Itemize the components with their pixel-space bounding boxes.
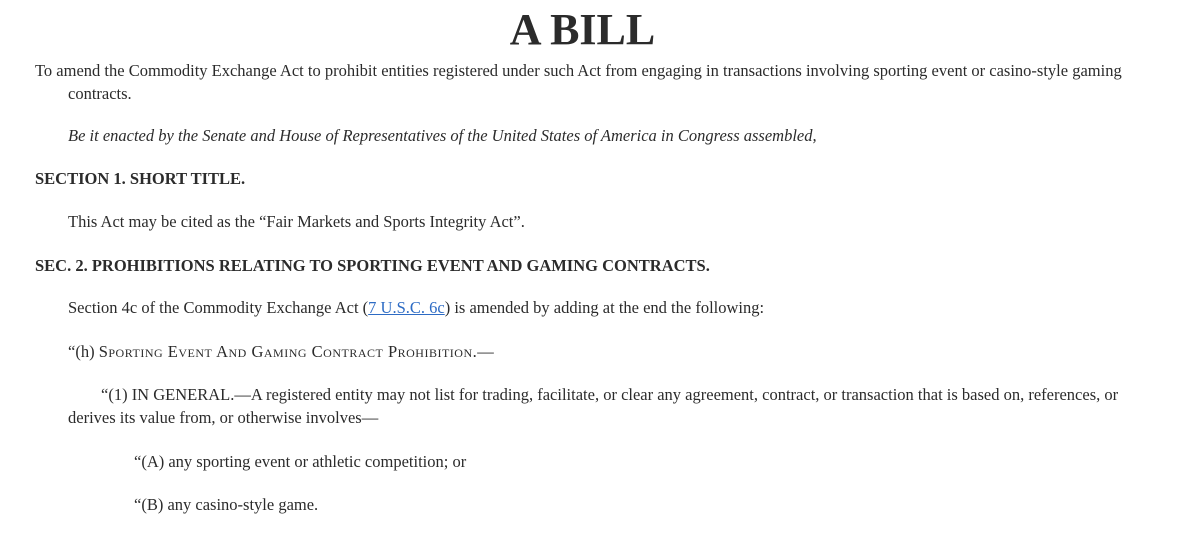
subsection-h-heading (68, 340, 1158, 363)
amendment-text-before: Section 4c of the Commodity Exchange Act ( (68, 298, 369, 317)
subsection-h-suffix: — (477, 342, 494, 361)
paragraph-1-in-general: “(1) IN GENERAL.—A registered entity may not list for trading, facilitate, or clear any agreement, contract, or transaction that is based on, references, or derives its value from, or otherwise involves— (68, 385, 1119, 427)
bill-title: A BILL (509, 5, 656, 54)
amendment-text-after: ) is amended by adding at the end the following: (444, 298, 765, 317)
subparagraph-b: “(B) any casino-style game. (134, 495, 319, 514)
subparagraph-a: “(A) any sporting event or athletic competition; or (134, 452, 467, 471)
subsection-h-prefix: “(h) (68, 342, 99, 361)
section-1-heading: SECTION 1. SHORT TITLE. (35, 169, 246, 188)
enacting-clause: Be it enacted by the Senate and House of Representatives of the United States of America in Congress assembled, (68, 126, 817, 145)
subsection-h-title: Sporting Event And Gaming Contract Prohibition. (98, 342, 478, 361)
bill-purpose: To amend the Commodity Exchange Act to prohibit entities registered under such Act from engaging in transactions involving sporting event or casino-style gaming contracts. (35, 61, 1122, 103)
short-title-text: This Act may be cited as the “Fair Markets and Sports Integrity Act”. (68, 212, 525, 231)
amendment-paragraph (68, 296, 1158, 319)
section-2-heading: SEC. 2. PROHIBITIONS RELATING TO SPORTING EVENT AND GAMING CONTRACTS. (35, 256, 710, 275)
usc-citation-link[interactable]: 7 U.S.C. 6c (368, 298, 445, 317)
